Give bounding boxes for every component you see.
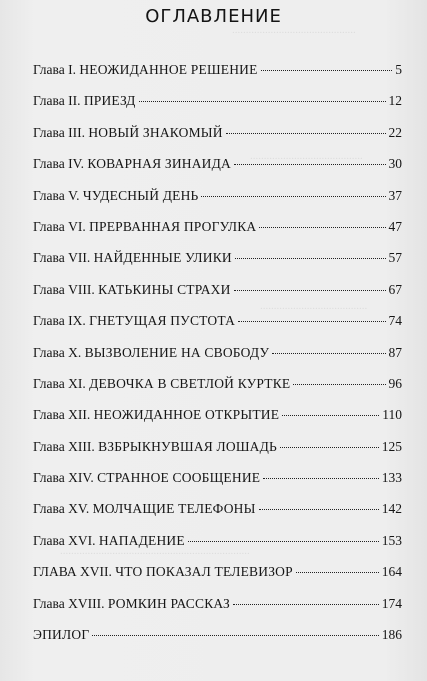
dot-leader <box>201 196 385 197</box>
toc-entry-label <box>33 91 136 111</box>
page-number: 5 <box>395 62 402 77</box>
chapter-title: РОМКИН РАССКАЗ <box>107 595 230 611</box>
toc-entry <box>33 343 402 374</box>
chapter-title: НЕОЖИДАННОЕ ОТКРЫТИЕ <box>93 407 280 423</box>
paper-show-through: ......................................... <box>250 150 363 162</box>
toc-entry <box>33 468 402 499</box>
chapter-number: Глава IX. <box>33 313 86 329</box>
chapter-title: ГНЕТУЩАЯ ПУСТОТА <box>89 313 236 329</box>
chapter-title: ВЗБРЫКНУВШАЯ ЛОШАДЬ <box>98 438 277 454</box>
page-number: 57 <box>388 250 402 266</box>
dot-leader <box>263 478 379 479</box>
page-number: 12 <box>388 93 402 109</box>
dot-leader <box>272 353 385 354</box>
toc-entry <box>33 562 402 593</box>
toc-entry-label <box>33 468 260 488</box>
chapter-number: Глава VI. <box>33 218 86 234</box>
chapter-title: МОЛЧАЩИЕ ТЕЛЕФОНЫ <box>92 501 256 517</box>
toc-entry-label <box>33 499 256 519</box>
page-number: 142 <box>381 501 402 517</box>
toc-entry <box>33 186 402 217</box>
toc-entry-label <box>33 343 269 363</box>
toc-entry-label <box>33 248 232 268</box>
dot-leader <box>139 101 386 102</box>
chapter-title: НЕОЖИДАННОЕ РЕШЕНИЕ <box>79 62 258 77</box>
chapter-number: Глава II. <box>33 93 81 109</box>
chapter-number: Глава IV. <box>33 156 84 172</box>
dot-leader <box>238 321 385 322</box>
chapter-title: НОВЫЙ ЗНАКОМЫЙ <box>88 124 223 140</box>
chapter-title: ЧТО ПОКАЗАЛ ТЕЛЕВИЗОР <box>115 564 293 580</box>
chapter-number: ГЛАВА XVII. <box>33 564 112 580</box>
page-number: 87 <box>388 344 402 360</box>
toc-entry-label <box>33 594 230 614</box>
chapter-title: НАЙДЕННЫЕ УЛИКИ <box>93 250 232 266</box>
toc-entry <box>33 217 402 248</box>
page-number: 125 <box>381 438 402 454</box>
page-number: 164 <box>381 564 402 580</box>
dot-leader <box>282 415 379 416</box>
toc-entry-label <box>33 60 258 80</box>
chapter-title: КОВАРНАЯ ЗИНАИДА <box>87 156 231 172</box>
page-number: 96 <box>388 375 402 391</box>
page-number: 67 <box>388 281 402 297</box>
toc-entry-label <box>33 625 89 645</box>
toc-entry <box>33 311 402 342</box>
page-number: 186 <box>381 627 402 643</box>
dot-leader <box>92 635 378 636</box>
page-number: 133 <box>381 470 402 486</box>
page-number: 47 <box>388 218 402 234</box>
chapter-number: Глава VII. <box>33 250 91 266</box>
dot-leader <box>235 258 386 259</box>
toc-entry-label <box>33 437 277 457</box>
dot-leader <box>261 70 393 71</box>
toc-entry-label <box>33 186 198 206</box>
toc-entry-label <box>33 405 279 425</box>
toc-entry <box>33 594 402 625</box>
dot-leader <box>234 164 386 165</box>
toc-entry-label <box>33 217 256 237</box>
chapter-number: Глава XI. <box>33 375 86 391</box>
toc-entry-label <box>33 154 231 174</box>
page-number: 174 <box>381 595 402 611</box>
dot-leader <box>234 290 386 291</box>
chapter-number: Глава XV. <box>33 501 90 517</box>
dot-leader <box>226 133 386 134</box>
paper-show-through: ..................................................................... <box>60 545 250 557</box>
toc-entry-label <box>33 123 223 143</box>
toc-entry-label <box>33 311 235 331</box>
toc-entry <box>33 123 402 154</box>
toc-entry <box>33 374 402 405</box>
toc-entry-label <box>33 280 231 300</box>
page-number: 74 <box>388 313 402 329</box>
toc-entry <box>33 625 402 656</box>
toc-entry-label <box>33 374 290 394</box>
toc-entry <box>33 531 402 562</box>
toc-entry <box>33 248 402 279</box>
chapter-title: ДЕВОЧКА В СВЕТЛОЙ КУРТКЕ <box>89 375 291 391</box>
toc-entry <box>33 499 402 530</box>
toc-entry <box>33 405 402 436</box>
chapter-number: Глава XII. <box>33 407 91 423</box>
chapter-title: СТРАННОЕ СООБЩЕНИЕ <box>97 470 261 486</box>
chapter-title: КАТЬКИНЫ СТРАХИ <box>98 281 231 297</box>
chapter-number: Глава X. <box>33 344 82 360</box>
page-title: ОГЛАВЛЕНИЕ <box>145 6 282 27</box>
dot-leader <box>280 447 379 448</box>
chapter-title: ЭПИЛОГ <box>33 627 90 643</box>
paper-show-through: ............................................. <box>232 24 356 36</box>
dot-leader <box>233 604 379 605</box>
dot-leader <box>259 227 385 228</box>
chapter-number: Глава V. <box>33 187 80 203</box>
page-number: 30 <box>388 156 402 172</box>
table-of-contents <box>33 60 402 656</box>
toc-entry <box>33 280 402 311</box>
toc-entry-label <box>33 531 185 551</box>
toc-entry <box>33 60 402 91</box>
page-number: 22 <box>388 124 402 140</box>
chapter-title: ЧУДЕСНЫЙ ДЕНЬ <box>82 187 199 203</box>
chapter-number: Глава XIII. <box>33 438 95 454</box>
chapter-number: Глава I. <box>33 62 76 77</box>
page-number: 110 <box>382 407 402 423</box>
dot-leader <box>296 572 379 573</box>
dot-leader <box>293 384 385 385</box>
toc-entry-label <box>33 562 293 582</box>
chapter-number: Глава VIII. <box>33 281 95 297</box>
chapter-number: Глава XIV. <box>33 470 94 486</box>
chapter-number: Глава XVIII. <box>33 595 105 611</box>
chapter-title: ВЫЗВОЛЕНИЕ НА СВОБОДУ <box>84 344 270 360</box>
chapter-title: ПРИЕЗД <box>83 93 136 109</box>
page-number: 37 <box>388 187 402 203</box>
toc-entry <box>33 91 402 122</box>
chapter-title: ПРЕРВАННАЯ ПРОГУЛКА <box>89 218 257 234</box>
toc-entry <box>33 154 402 185</box>
chapter-number: Глава XVI. <box>33 532 96 548</box>
toc-entry <box>33 437 402 468</box>
paper-show-through: ....................................... <box>260 300 368 312</box>
chapter-title: НАПАДЕНИЕ <box>98 532 185 548</box>
chapter-number: Глава III. <box>33 124 85 140</box>
page-number: 153 <box>381 532 402 548</box>
dot-leader <box>188 541 379 542</box>
dot-leader <box>259 509 379 510</box>
